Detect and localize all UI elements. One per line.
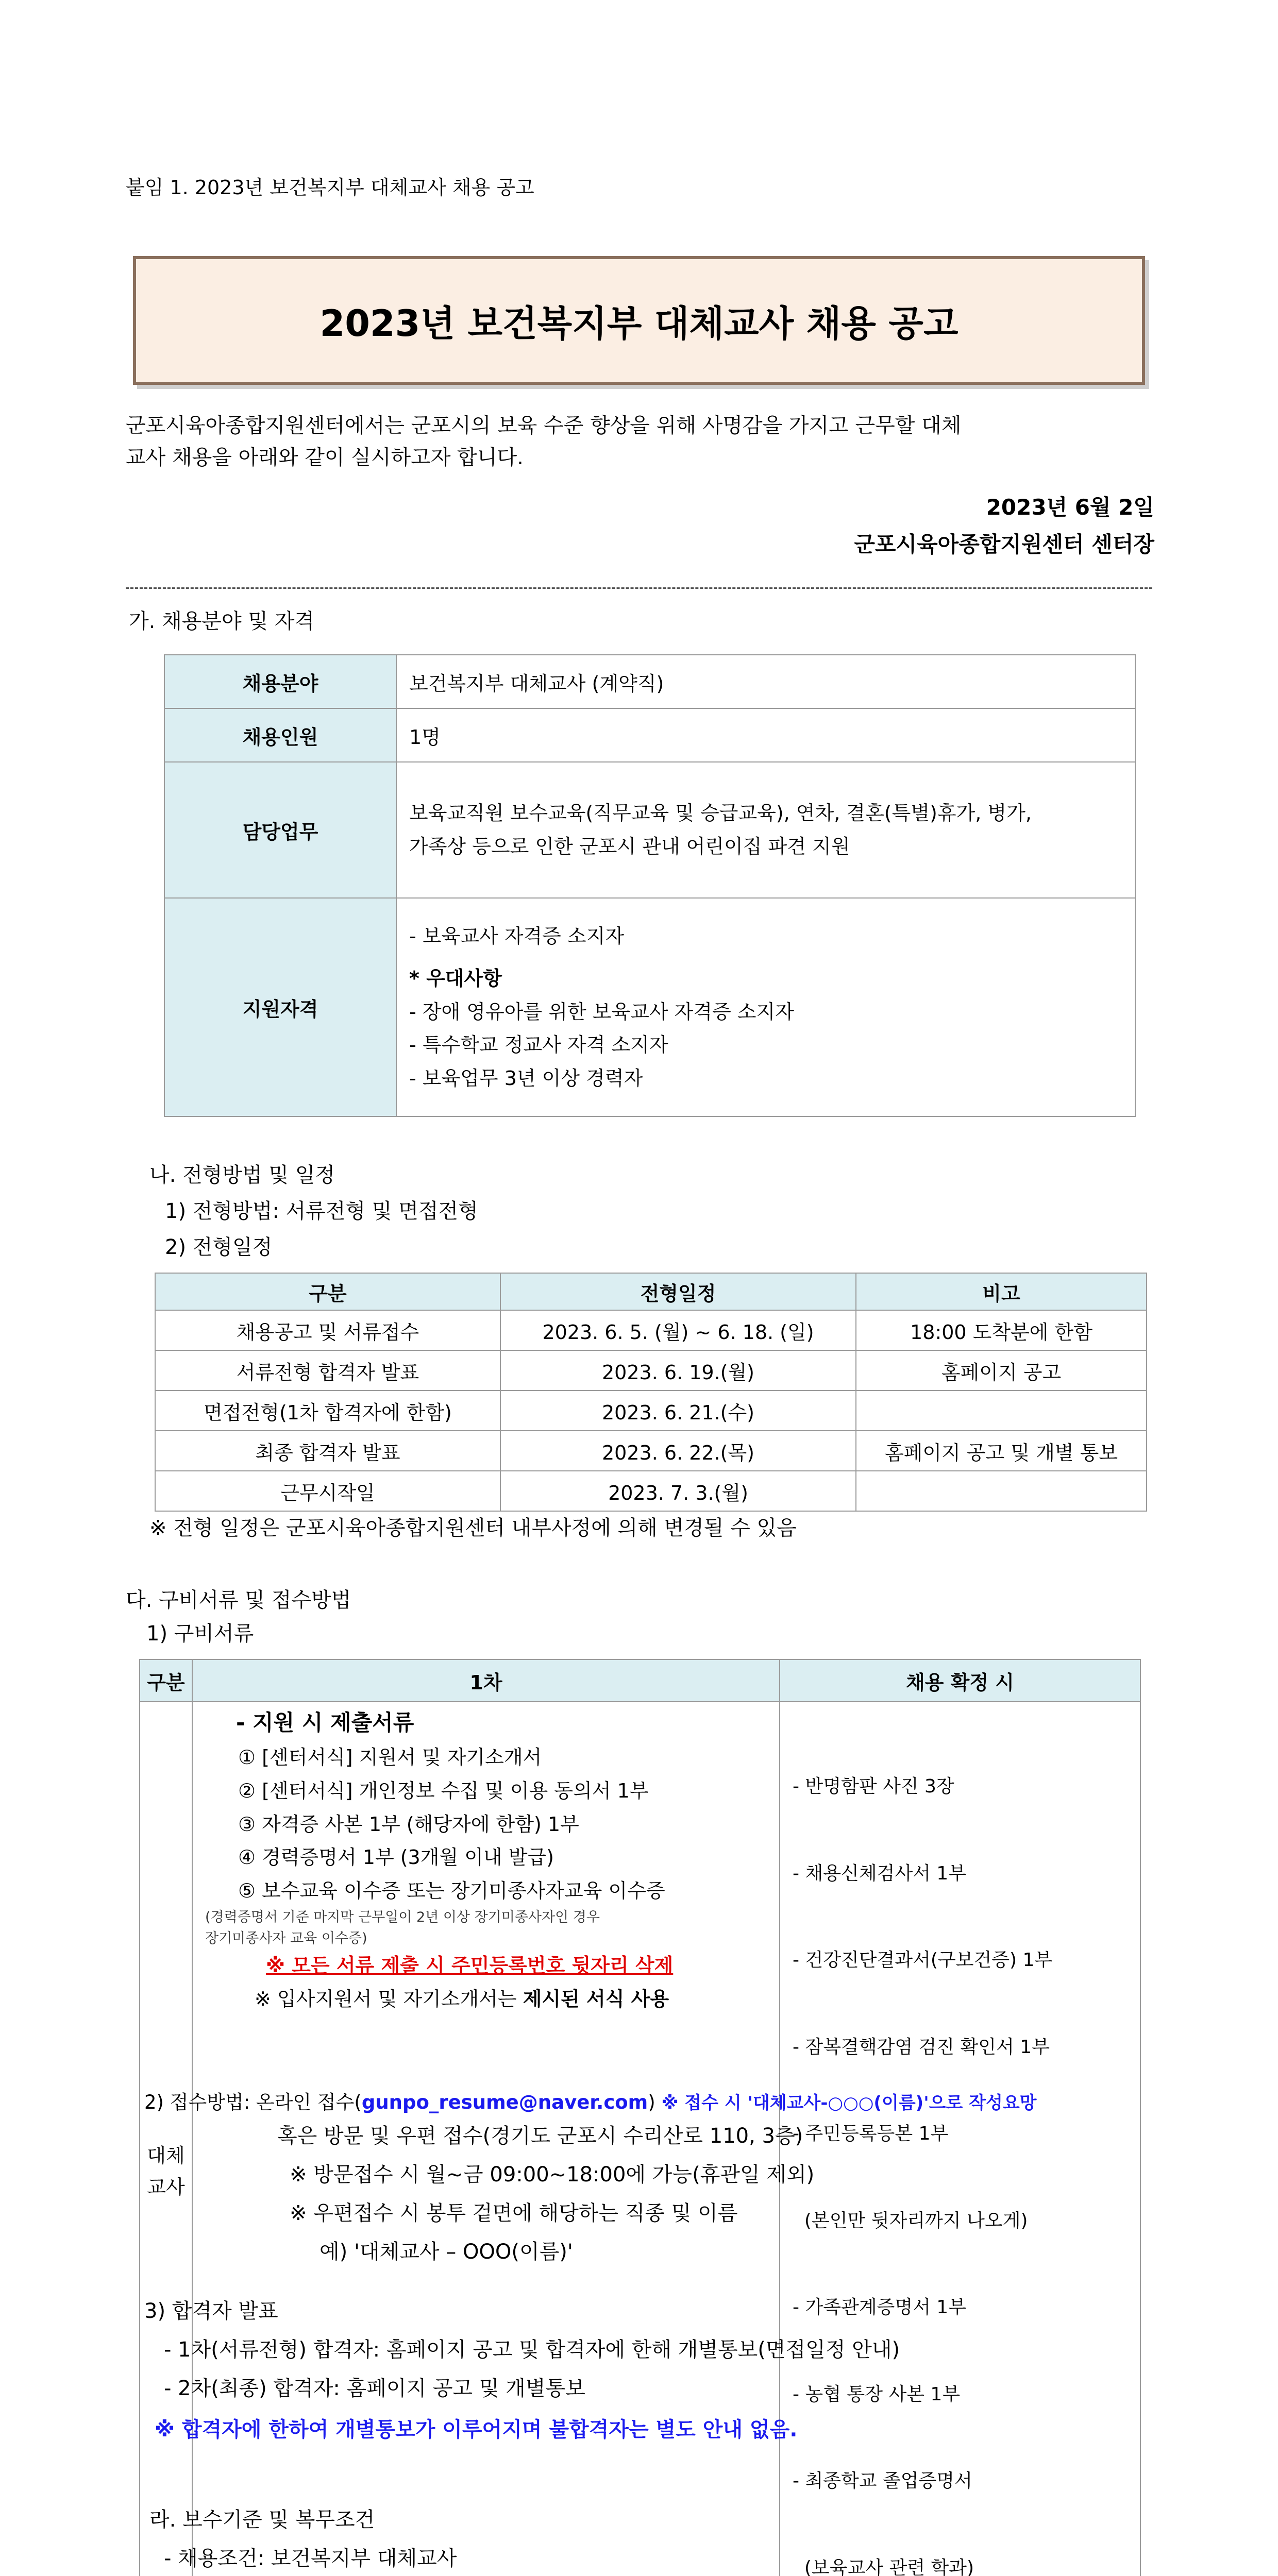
table-cell: 홈페이지 공고 및 개별 통보: [856, 1431, 1147, 1471]
result-note: ※ 합격자에 한하여 개별통보가 이루어지며 불합격자는 별도 안내 없음.: [155, 2418, 798, 2442]
table-cell: 2023. 6. 22.(목): [500, 1431, 856, 1471]
form-note-bold: 제시된 서식 사용: [523, 1987, 669, 2010]
apply-email-link[interactable]: gunpo_resume@naver.com: [361, 2091, 648, 2113]
apply-text: ): [648, 2091, 662, 2113]
table-row: [140, 1659, 1140, 1702]
col-header: 1차: [192, 1659, 780, 1702]
apply-line: 예) '대체교사 – OOO(이름)': [320, 2240, 573, 2264]
table-cell: [856, 1471, 1147, 1511]
page-title: 2023년 보건복지부 대체교사 채용 공고: [320, 302, 959, 345]
intro-line: 군포시육아종합지원센터에서는 군포시의 보육 수준 향상을 위해 사명감을 가지고 근무할 대체: [126, 414, 962, 437]
table-cell: 2023. 6. 5. (월) ~ 6. 18. (일): [500, 1310, 856, 1350]
table-row: [155, 1310, 1147, 1350]
notice-date: 2023년 6월 2일: [986, 495, 1154, 520]
privacy-note: ※ 모든 서류 제출 시 주민등록번호 뒷자리 삭제: [266, 1954, 674, 1977]
form-note-text: ※ 입사지원서 및 자기소개서는: [255, 1987, 523, 2010]
row-label: 채용분야: [164, 655, 396, 708]
final-doc-item: - 잠복결핵감염 검진 확인서 1부: [793, 2036, 1050, 2058]
doc-item: ③ 자격증 사본 1부 (해당자에 한함) 1부: [238, 1812, 579, 1836]
qual-line: - 특수학교 정교사 자격 소지자: [409, 1033, 668, 1057]
apply-naming-note: ※ 접수 시 '대체교사-○○○(이름)'으로 작성요망: [661, 2093, 1037, 2113]
method-line: 1) 전형방법: 서류전형 및 면접전형: [165, 1199, 478, 1223]
section-heading-na: 나. 전형방법 및 일정: [149, 1163, 335, 1187]
condition-line: - 채용조건: 보건복지부 대체교사: [164, 2547, 457, 2570]
qual-line: - 보육업무 3년 이상 경력자: [409, 1066, 643, 1090]
divider: [126, 587, 1152, 589]
table-cell: 최종 합격자 발표: [155, 1431, 500, 1471]
doc-item: ④ 경력증명서 1부 (3개월 이내 발급): [238, 1846, 554, 1869]
row-value: 1명: [396, 708, 1135, 762]
result-line: - 2차(최종) 합격자: 홈페이지 공고 및 개별통보: [164, 2377, 585, 2400]
doc-small-note: (경력증명서 기준 마지막 근무일이 2년 이상 장기미종사자인 경우: [205, 1909, 600, 1926]
final-doc-item: - 농협 통장 사본 1부: [793, 2383, 961, 2405]
table-cell: 홈페이지 공고: [856, 1350, 1147, 1391]
col-header: 비고: [856, 1273, 1147, 1310]
qual-line: - 장애 영유아를 위한 보육교사 자격증 소지자: [409, 1000, 794, 1023]
qual-line: * 우대사항: [409, 967, 502, 990]
doc-item: ② [센터서식] 개인정보 수집 및 이용 동의서 1부: [238, 1779, 649, 1802]
table-cell: 채용공고 및 서류접수: [155, 1310, 500, 1350]
doc-item: ① [센터서식] 지원서 및 자기소개서: [238, 1746, 542, 1769]
row-value: [396, 762, 1135, 898]
final-doc-item: (본인만 뒷자리까지 나오게): [793, 2210, 1028, 2231]
table-row: [155, 1431, 1147, 1471]
schedule-table: [155, 1273, 1147, 1512]
final-doc-item: (보육교사 관련 학과): [793, 2557, 974, 2576]
table-row: [155, 1471, 1147, 1511]
table-cell: 18:00 도착분에 한함: [856, 1310, 1147, 1350]
schedule-label: 2) 전형일정: [165, 1235, 273, 1259]
table-row: [164, 762, 1135, 898]
table-row: [164, 898, 1135, 1116]
table-row: [164, 708, 1135, 762]
table-row: [155, 1350, 1147, 1391]
row-value: [396, 898, 1135, 1116]
final-doc-item: - 최종학교 졸업증명서: [793, 2470, 972, 2492]
col-header: 구분: [140, 1659, 192, 1702]
row-label: 대체 교사: [140, 1702, 192, 2576]
table-row: [155, 1391, 1147, 1431]
doc-item: ⑤ 보수교육 이수증 또는 장기미종사자교육 이수증: [238, 1879, 665, 1902]
table-row: [155, 1273, 1147, 1310]
table-cell: 2023. 6. 21.(수): [500, 1391, 856, 1431]
table-cell: 근무시작일: [155, 1471, 500, 1511]
signer: 군포시육아종합지원센터 센터장: [854, 532, 1154, 557]
final-stage-docs: [780, 1702, 1140, 2576]
row-label: 담당업무: [164, 762, 396, 898]
final-doc-item: - 주민등록등본 1부: [793, 2123, 949, 2145]
apply-text: 2) 접수방법: 온라인 접수(: [144, 2091, 362, 2113]
apply-line: ※ 우편접수 시 봉투 겉면에 해당하는 직종 및 이름: [290, 2201, 738, 2225]
first-title: - 지원 시 제출서류: [236, 1710, 414, 1735]
table-row: [164, 655, 1135, 708]
table-cell: [856, 1391, 1147, 1431]
col-header: 채용 확정 시: [780, 1659, 1140, 1702]
row-label: 지원자격: [164, 898, 396, 1116]
table-cell: 면접전형(1차 합격자에 한함): [155, 1391, 500, 1431]
form-note: [205, 1982, 767, 2016]
section-heading-da: 다. 구비서류 및 접수방법: [126, 1588, 351, 1612]
apply-line: ※ 방문접수 시 월~금 09:00~18:00에 가능(휴관일 제외): [290, 2163, 815, 2187]
col-header: 구분: [155, 1273, 500, 1310]
apply-line: 혹은 방문 및 우편 접수(경기도 군포시 수리산로 110, 3층): [277, 2124, 803, 2148]
section-heading-ga: 가. 채용분야 및 자격: [129, 609, 314, 633]
duty-line: 보육교직원 보수교육(직무교육 및 승급교육), 연차, 결혼(특별)휴가, 병가,: [409, 802, 1032, 825]
apply-method: [144, 2087, 1037, 2114]
final-doc-item: - 가족관계증명서 1부: [793, 2297, 966, 2318]
table-cell: 2023. 6. 19.(월): [500, 1350, 856, 1391]
section-heading-ra: 라. 보수기준 및 복무조건: [149, 2508, 375, 2532]
intro-text: [126, 412, 1156, 471]
result-line: - 1차(서류전형) 합격자: 홈페이지 공고 및 합격자에 한해 개별통보(면접일정 안내): [164, 2338, 900, 2362]
final-doc-item: - 채용신체검사서 1부: [793, 1862, 966, 1884]
table-cell: 2023. 7. 3.(월): [500, 1471, 856, 1511]
docs-label: 1) 구비서류: [146, 1622, 254, 1646]
table-cell: 서류전형 합격자 발표: [155, 1350, 500, 1391]
row-label: 채용인원: [164, 708, 396, 762]
duty-line: 가족상 등으로 인한 군포시 관내 어린이집 파견 지원: [409, 835, 850, 858]
row-value: 보건복지부 대체교사 (계약직): [396, 655, 1135, 708]
title-box: [133, 256, 1145, 385]
recruit-table: [164, 654, 1136, 1117]
final-doc-item: - 건강진단결과서(구보건증) 1부: [793, 1950, 1053, 1971]
result-label: 3) 합격자 발표: [144, 2299, 278, 2323]
doc-small-note: 장기미종사자 교육 이수증): [205, 1930, 367, 1946]
col-header: 전형일정: [500, 1273, 856, 1310]
attachment-label: 붙임 1. 2023년 보건복지부 대체교사 채용 공고: [126, 176, 534, 199]
qual-line: - 보육교사 자격증 소지자: [409, 924, 625, 947]
intro-line: 교사 채용을 아래와 같이 실시하고자 합니다.: [126, 446, 524, 469]
schedule-note: ※ 전형 일정은 군포시육아종합지원센터 내부사정에 의해 변경될 수 있음: [149, 1516, 797, 1540]
final-doc-item: - 반명함판 사진 3장: [793, 1776, 954, 1798]
